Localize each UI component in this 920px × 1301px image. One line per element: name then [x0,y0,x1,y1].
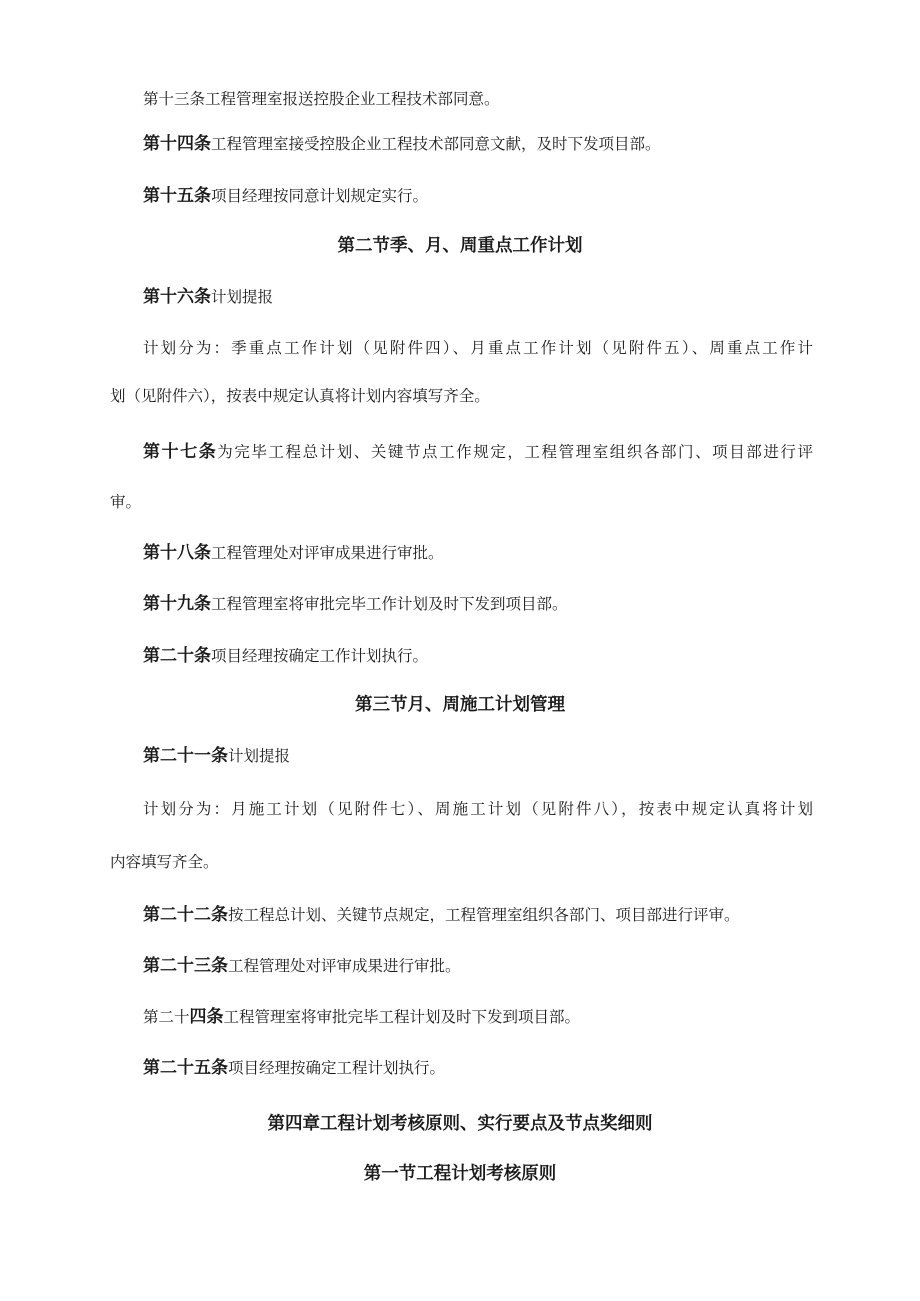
article-number: 第二十二条 [143,905,228,925]
article-number: 第二十三条 [143,956,228,976]
section-heading: 第三节月、周施工计划管理 [355,695,565,715]
article-25 [143,1057,823,1079]
article-14 [143,133,823,155]
article-15 [143,185,823,207]
article-number: 第十七条 [143,442,218,462]
article-22 [143,904,823,926]
article-24 [143,1006,823,1028]
article-number: 第十九条 [143,594,211,614]
article-text: 计划提报 [211,288,274,306]
article-13-text: 第十三条工程管理室报送控股企业工程技术部同意。 [143,90,500,108]
article-text: 工程管理室接受控股企业工程技术部同意文献，及时下发项目部。 [211,135,661,153]
article-number: 第二十条 [143,646,211,666]
article-text: 项目经理按确定工作计划执行。 [211,647,429,665]
paragraph-line: 计划分为：月施工计划（见附件七）、周施工计划（见附件八），按表中规定认真将计划 [143,800,813,818]
article-number: 第二十一条 [143,746,228,766]
article-16 [143,286,823,308]
article-18 [143,542,823,564]
article-text: 项目经理按确定工程计划执行。 [228,1059,446,1077]
chapter-heading: 第四章工程计划考核原则、实行要点及节点奖细则 [267,1114,653,1134]
article-23 [143,955,823,977]
article-20 [143,645,823,667]
section-heading: 第二节季、月、周重点工作计划 [337,236,583,256]
article-number: 第二十五条 [143,1058,228,1078]
article-13 [143,88,823,110]
article-number: 第十五条 [143,186,211,206]
article-text: 工程管理室将审批完毕工程计划及时下发到项目部。 [223,1008,581,1026]
paragraph-line: 内容填写齐全。 [110,853,219,871]
article-text: 工程管理处对评审成果进行审批。 [211,544,444,562]
article-text: 工程管理处对评审成果进行审批。 [228,957,461,975]
article-text: 项目经理按同意计划规定实行。 [211,187,429,205]
article-text: 计划提报 [228,747,291,765]
paragraph-line: 计划分为：季重点工作计划（见附件四）、月重点工作计划（见附件五）、周重点工作计 [143,339,813,357]
article-number-plain: 第二十 [143,1008,190,1026]
section-heading: 第一节工程计划考核原则 [363,1164,557,1184]
article-number: 第十六条 [143,287,211,307]
article-number: 四条 [189,1007,224,1027]
article-text: 工程管理室将审批完毕工作计划及时下发到项目部。 [211,595,568,613]
paragraph-line: 审。 [110,493,142,511]
paragraph-line: 划（见附件六），按表中规定认真将计划内容填写齐全。 [110,387,490,405]
article-text: 按工程总计划、关键节点规定，工程管理室组织各部门、项目部进行评审。 [228,906,740,924]
article-17 [143,441,813,463]
article-21 [143,745,823,767]
article-19 [143,593,823,615]
article-number: 第十八条 [143,543,211,563]
article-text: 为完毕工程总计划、关键节点工作规定，工程管理室组织各部门、项目部进行评 [217,443,813,461]
article-number: 第十四条 [143,134,211,154]
